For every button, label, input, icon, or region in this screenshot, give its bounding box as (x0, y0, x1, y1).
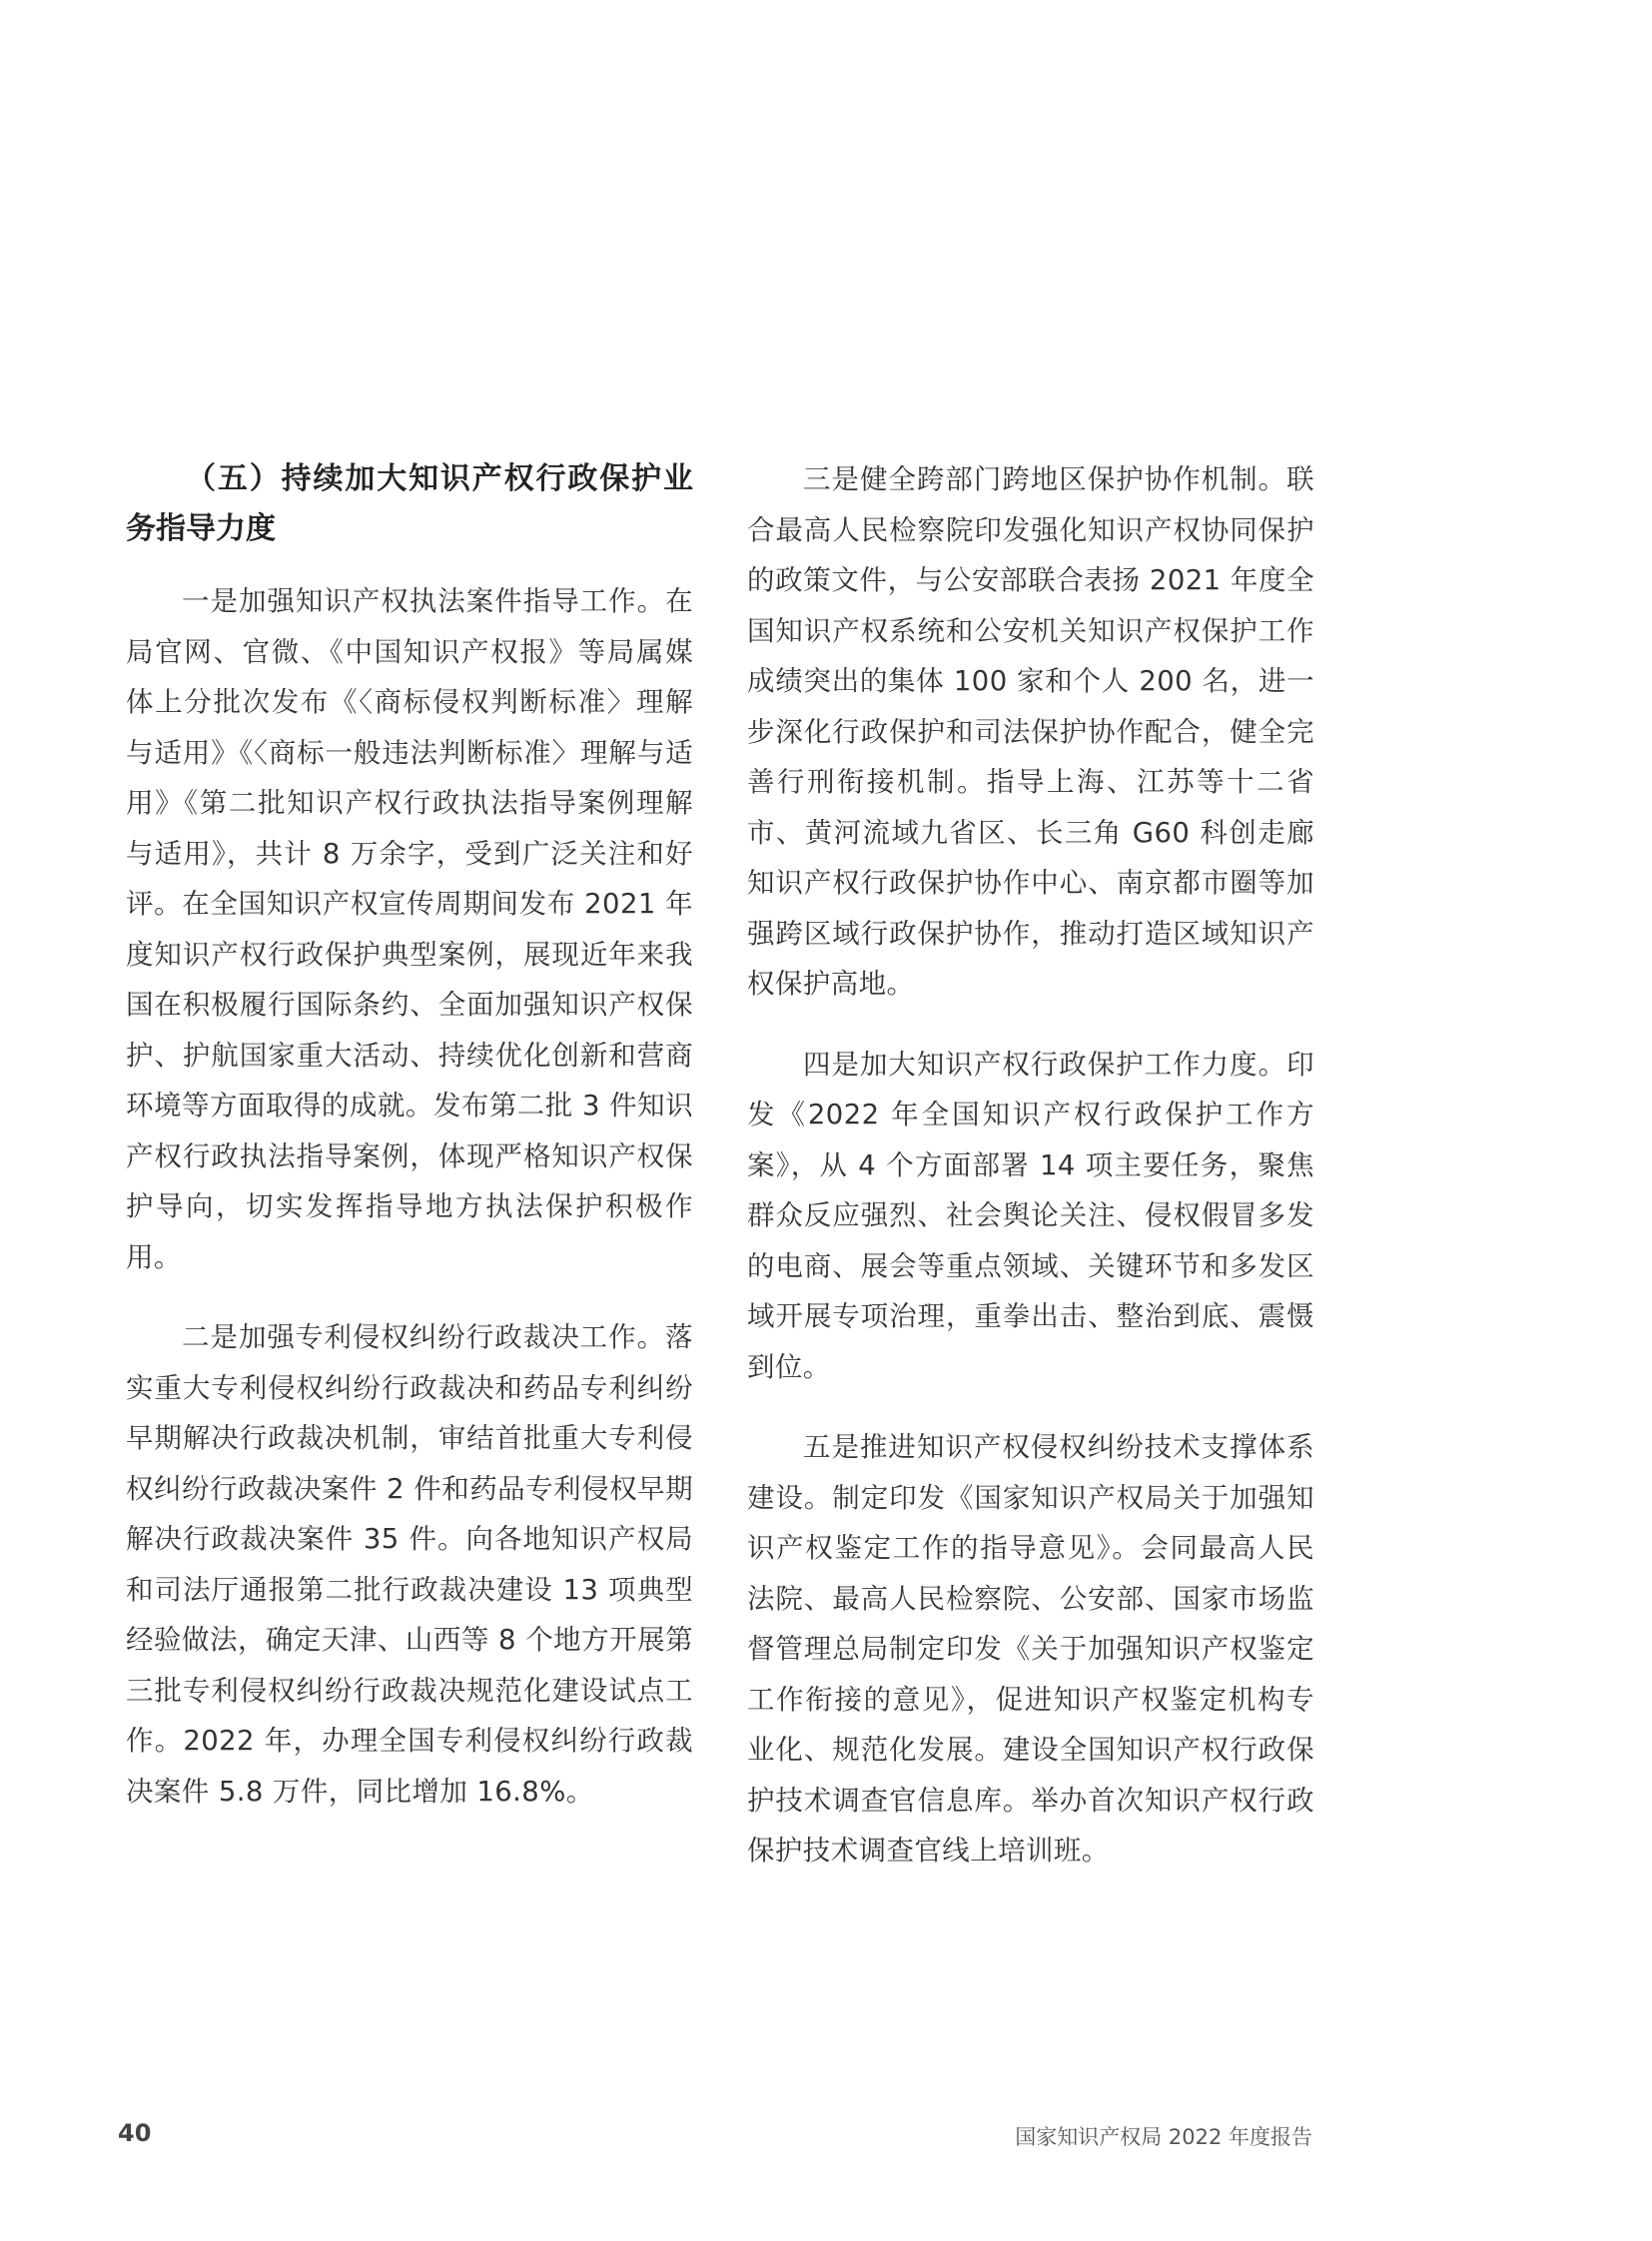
paragraph-enforcement-guidance: 一是加强知识产权执法案件指导工作。在局官网、官微、《中国知识产权报》等局属媒体上分批次发布《〈商标侵权判断标准〉理解与适用》《〈商标一般违法判断标准〉理解与适用》《第二批知识产权行政执法指导案例理解与适用》，共计 8 万余字，受到广泛关注和好评。在全国知识产权宣传周期间发布 2021 年度知识产权行政保护典型案例，展现近年来我国在积极履行国际条约、全面加强知识产权保护、护航国家重大活动、持续优化创新和营商环境等方面取得的成就。发布第二批 3 件知识产权行政执法指导案例，体现严格知识产权保护导向，切实发挥指导地方执法保护积极作用。 (126, 585, 693, 1273)
section-heading: （五）持续加大知识产权行政保护业务指导力度 (126, 461, 693, 546)
left-column (126, 454, 693, 1847)
page-number: 40 (118, 2119, 152, 2147)
paragraph-patent-adjudication: 二是加强专利侵权纠纷行政裁决工作。落实重大专利侵权纠纷行政裁决和药品专利纠纷早期解决行政裁决机制，审结首批重大专利侵权纠纷行政裁决案件 2 件和药品专利侵权早期解决行政裁决案件 35 件。向各地知识产权局和司法厅通报第二批行政裁决建设 13 项典型经验做法，确定天津、山西等 8 个地方开展第三批专利侵权纠纷行政裁决规范化建设试点工作。2022 年，办理全国专利侵权纠纷行政裁决案件 5.8 万件，同比增加 16.8%。 (126, 1321, 693, 1808)
right-column (747, 454, 1314, 1906)
paragraph-cross-department-cooperation: 三是健全跨部门跨地区保护协作机制。联合最高人民检察院印发强化知识产权协同保护的政策文件，与公安部联合表扬 2021 年度全国知识产权系统和公安机关知识产权保护工作成绩突出的集体 100 家和个人 200 名，进一步深化行政保护和司法保护协作配合，健全完善行刑衔接机制。指导上海、江苏等十二省市、黄河流域九省区、长三角 G60 科创走廊知识产权行政保护协作中心、南京都市圈等加强跨区域行政保护协作，推动打造区域知识产权保护高地。 (747, 463, 1314, 1000)
paragraph-technical-support: 五是推进知识产权侵权纠纷技术支撑体系建设。制定印发《国家知识产权局关于加强知识产权鉴定工作的指导意见》。会同最高人民法院、最高人民检察院、公安部、国家市场监督管理总局制定印发《关于加强知识产权鉴定工作衔接的意见》，促进知识产权鉴定机构专业化、规范化发展。建设全国知识产权行政保护技术调查官信息库。举办首次知识产权行政保护技术调查官线上培训班。 (747, 1431, 1314, 1867)
report-title: 国家知识产权局 2022 年度报告 (1015, 2125, 1312, 2149)
paragraph-administrative-protection: 四是加大知识产权行政保护工作力度。印发《2022 年全国知识产权行政保护工作方案》，从 4 个方面部署 14 项主要任务，聚焦群众反应强烈、社会舆论关注、侵权假冒多发的电商、展会等重点领域、关键环节和多发区域开展专项治理，重拳出击、整治到底、震慑到位。 (747, 1048, 1314, 1383)
